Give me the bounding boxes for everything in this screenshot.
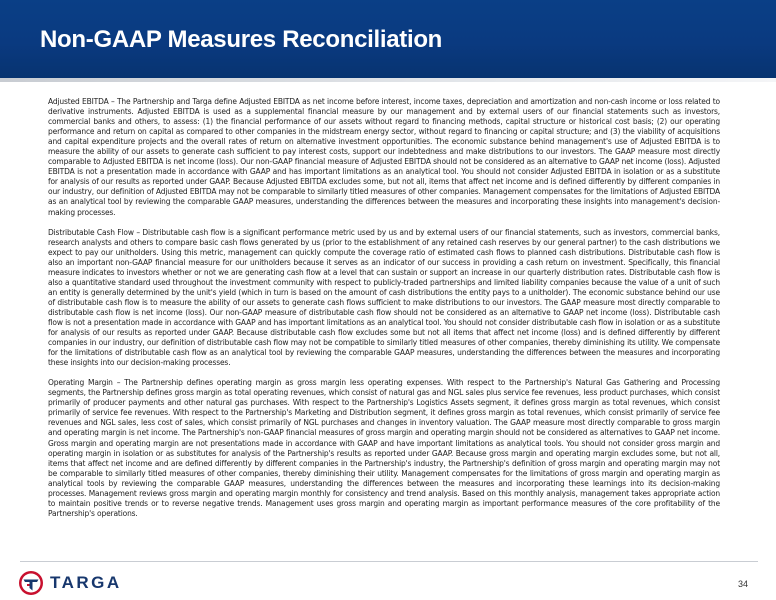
paragraph-adjusted-ebitda: Adjusted EBITDA – The Partnership and Targa define Adjusted EBITDA as net income before interest, income taxes, depreciation and amortization and non-cash income or loss related to derivative instruments. Adjusted EBITDA is used as a supplemental financial measure by our management and by external users of our financial statements such as investors, commercial banks and others, to assess: (1) the financial performance of our assets without regard to financing methods, capital structure or historical cost basis; (2) our operating performance and return on capital as compared to other companies in the midstream energy sector, without regard to financing or capital structure; and (3) the viability of acquisitions and capital expenditure projects and the overall rates of return on alternative investment opportunities. The economic substance behind management's use of Adjusted EBITDA is to measure the ability of our assets to generate cash sufficient to pay interest costs, support our indebtedness and make distributions to our investors. The GAAP measure most directly comparable to Adjusted EBITDA is net income (loss). Our non-GAAP financial measure of Adjusted EBITDA should not be considered as an alternative to GAAP net income (loss). Adjusted EBITDA is not a presentation made in accordance with GAAP and has important limitations as an analytical tool. You should not consider Adjusted EBITDA in isolation or as a substitute for analysis of our results as reported under GAAP. Because Adjusted EBITDA excludes some, but not all, items that affect net income and is defined differently by different companies in our industry, our definition of Adjusted EBITDA may not be comparable to similarly titled measures of other companies. Management compensates for the limitations of Adjusted EBITDA as an analytical tool by reviewing the comparable GAAP measures, understanding the differences between the measures and incorporating these insights into management's decision-making processes.: [48, 97, 720, 217]
paragraph-distributable-cash-flow: Distributable Cash Flow – Distributable cash flow is a significant performance metric used by us and by external users of our financial statements, such as investors, commercial banks, research analysts and others to compare basic cash flows generated by us (prior to the establishment of any retained cash reserves by our general partner) to the cash distributions we expect to pay our unitholders. Using this metric, management can quickly compute the coverage ratio of estimated cash flows to planned cash distributions. Distributable cash flow is also an important non-GAAP financial measure for our unitholders because it serves as an indicator of our success in providing a cash return on investment. Specifically, this financial measure indicates to investors whether or not we are generating cash flow at a level that can sustain or support an increase in our quarterly distribution rates. Distributable cash flow is also a quantitative standard used throughout the investment community with respect to publicly-traded partnerships and limited liability companies because the value of a unit of such an entity is generally determined by the unit's yield (which in turn is based on the amount of cash distributions the entity pays to a unitholder). The economic substance behind our use of distributable cash flow is to measure the ability of our assets to generate cash flows sufficient to make distributions to our investors. The GAAP measure most directly comparable to distributable cash flow is net income (loss). Our non-GAAP measure of distributable cash flow should not be considered as an alternative to GAAP net income (loss). Distributable cash flow is not a presentation made in accordance with GAAP and has important limitations as an analytical tool. You should not consider distributable cash flow in isolation or as a substitute for analysis of our results as reported under GAAP. Because distributable cash flow excludes some but not all items that affect net income (loss) and is defined differently by different companies in our industry, our definition of distributable cash flow may not be compatible to similarly titled measures of other companies, thereby diminishing its utility. We compensate for the limitations of distributable cash flow as an analytical tool by reviewing the comparable GAAP measures, understanding the differences between the measures and incorporating these insights into our decision-making processes.: [48, 227, 720, 368]
body-text: [48, 97, 720, 529]
page-title: Non-GAAP Measures Reconciliation: [40, 26, 443, 53]
title-bar: [0, 0, 776, 78]
paragraph-operating-margin: Operating Margin – The Partnership defines operating margin as gross margin less operating expenses. With respect to the Partnership's Natural Gas Gathering and Processing segments, the Partnership defines gross margin as total operating revenues, which consist of natural gas and NGL sales plus service fee revenues, less product purchases, which consist primarily of producer payments and other natural gas purchases. With respect to the Partnership's Logistics Assets segment, it defines gross margin as total revenues, which consist primarily of service fee revenues. With respect to the Partnership's Marketing and Distribution segment, it defines gross margin as total revenues, which consist primarily of service fee revenues and NGL sales, less cost of sales, which consist primarily of NGL purchases and changes in inventory valuation. The GAAP measure most directly comparable to gross margin and operating margin is net income. The Partnership's non-GAAP financial measures of gross margin and operating margin should not be considered as alternatives to GAAP net income. Gross margin and operating margin are not presentations made in accordance with GAAP and have important limitations as analytical tools. You should not consider gross margin and operating margin in isolation or as substitutes for analysis of the Partnership's results as reported under GAAP. Because gross margin and operating margin excludes some, but not all, items that affect net income and are defined differently by different companies in the Partnership's industry, the Partnership's definition of gross margin and operating margin may not be comparable to similarly titled measures of other companies, thereby diminishing their utility. Management compensates for the limitations of gross margin and operating margin as analytical tools by reviewing the comparable GAAP measures, understanding the differences between the measures and incorporating these learnings into its decision-making processes. Management reviews gross margin and operating margin monthly for consistency and trend analysis. Based on this monthly analysis, management takes appropriate action to maintain positive trends or to reverse negative trends. Management uses gross margin and operating margin as important performance measures of the core profitability of the Partnership's operations.: [48, 378, 720, 518]
page-number: 34: [738, 579, 749, 589]
targa-logo: [18, 570, 122, 596]
logo-wordmark: TARGA: [50, 573, 122, 592]
targa-logo-icon: [18, 570, 44, 596]
footer-divider: [20, 561, 758, 562]
header-stripe: [0, 78, 776, 82]
